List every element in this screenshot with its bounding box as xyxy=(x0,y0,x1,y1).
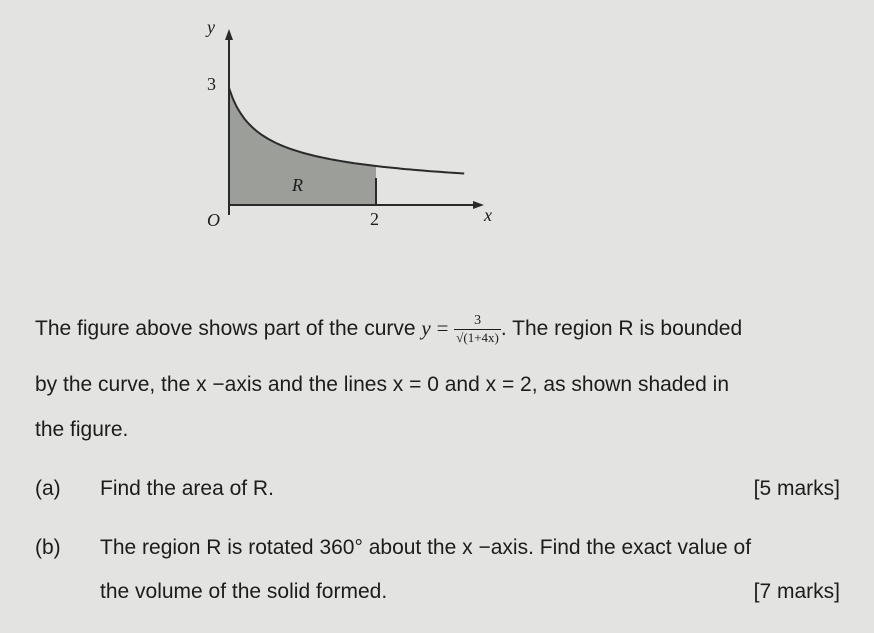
intro-text-post: . The region R is bounded xyxy=(500,317,743,341)
curve-figure xyxy=(0,0,874,300)
part-a-marks: [5 marks] xyxy=(753,477,840,500)
part-b-text: The region R is rotated 360° about the x −axis. Find the exact value of xyxy=(100,536,752,559)
question-intro-line xyxy=(35,313,742,346)
part-b-marks: [7 marks] xyxy=(753,580,840,603)
part-b-label: (b) xyxy=(35,536,61,559)
equation-fraction xyxy=(454,313,501,346)
region-label: R xyxy=(292,175,303,195)
x-axis-arrow-icon xyxy=(473,201,484,209)
question-line-2: by the curve, the x −axis and the lines x = 0 and x = 2, as shown shaded in xyxy=(35,373,730,396)
fraction-denominator: √(1+4x) xyxy=(456,330,499,345)
origin-label: O xyxy=(207,210,220,230)
intro-text-pre: The figure above shows part of the curve xyxy=(35,317,416,341)
part-a-text: Find the area of R. xyxy=(100,477,274,500)
fraction-numerator: 3 xyxy=(454,313,501,330)
part-b-text-2: the volume of the solid formed. xyxy=(100,580,388,603)
question-line-3: the figure. xyxy=(35,418,129,441)
part-a-label: (a) xyxy=(35,477,61,500)
y-tick-label: 3 xyxy=(207,74,216,94)
x-tick-label: 2 xyxy=(370,209,379,229)
y-axis-arrow-icon xyxy=(225,29,233,40)
x-axis-label: x xyxy=(484,205,492,225)
y-axis-label: y xyxy=(207,17,215,37)
equation-equals: = xyxy=(436,316,449,341)
equation-y: y xyxy=(421,316,431,341)
